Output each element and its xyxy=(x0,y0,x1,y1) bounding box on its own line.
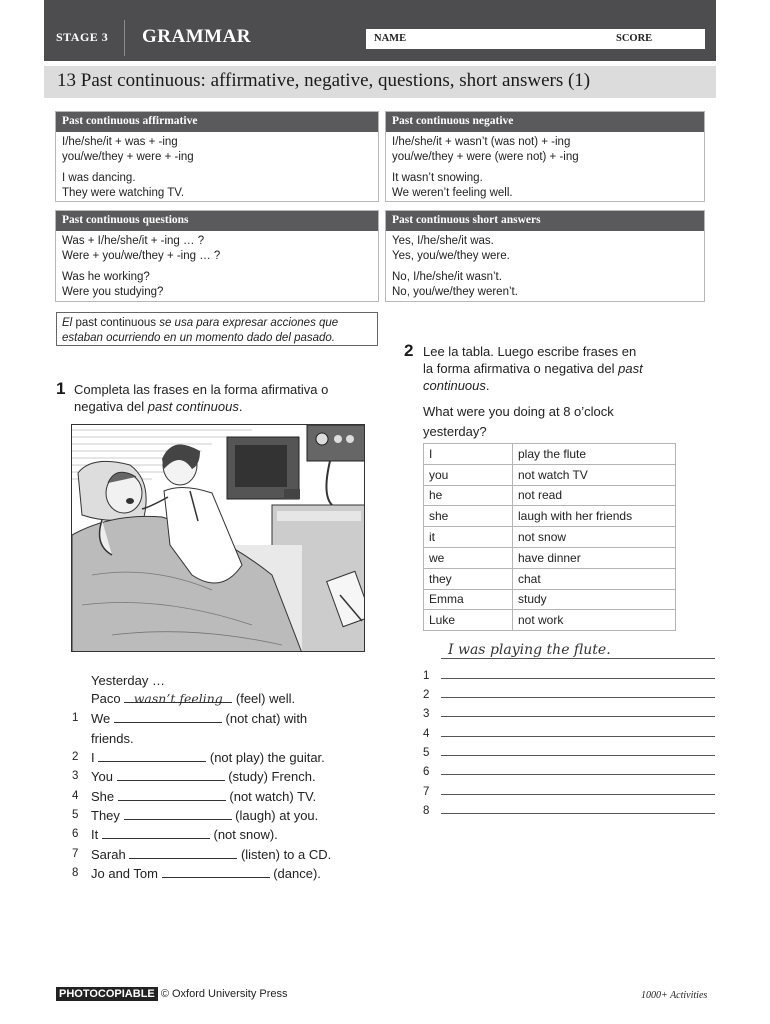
header-divider xyxy=(124,20,125,56)
score-label: SCORE xyxy=(616,33,653,44)
page-title: 13 Past continuous: affirmative, negative, questions, short answers (1) xyxy=(57,70,591,91)
illustration-svg xyxy=(72,425,365,652)
table-cell-activity: have dinner xyxy=(513,547,676,568)
line-number: 2 xyxy=(423,689,430,701)
short-answers-rule: Yes, I/he/she/it was. xyxy=(392,235,494,247)
affirmative-rule: you/we/they + were + -ing xyxy=(62,151,194,163)
example-line xyxy=(441,658,715,659)
exercise1-example xyxy=(91,691,295,706)
answer-blank[interactable] xyxy=(124,808,232,820)
answer-blank[interactable] xyxy=(102,827,210,839)
photocopiable-badge: PHOTOCOPIABLE xyxy=(56,987,158,1001)
table-row xyxy=(424,464,676,485)
item-number: 3 xyxy=(72,770,79,782)
item-prefix: Jo and Tom xyxy=(91,866,158,881)
name-score-field[interactable] xyxy=(366,29,705,49)
item-prefix: It xyxy=(91,827,99,842)
table-row xyxy=(424,527,676,548)
questions-example: Were you studying? xyxy=(62,286,164,298)
example-blank xyxy=(124,691,232,706)
exercise2-number: 2 xyxy=(404,341,414,360)
instruction-term: past xyxy=(618,361,643,376)
item-prefix: You xyxy=(91,769,113,784)
writing-line[interactable] xyxy=(441,736,715,737)
exercise2-question xyxy=(423,402,614,442)
negative-rule: I/he/she/it + wasn’t (was not) + -ing xyxy=(392,136,571,148)
table-cell-subject: I xyxy=(424,444,513,465)
table-cell-subject: she xyxy=(424,506,513,527)
affirmative-example: I was dancing. xyxy=(62,172,136,184)
item-number: 7 xyxy=(72,848,79,860)
exercise1-item xyxy=(72,789,316,804)
questions-rule: Was + I/he/she/it + -ing … ? xyxy=(62,235,205,247)
instruction-line: negativa del xyxy=(74,399,145,414)
answer-blank[interactable] xyxy=(162,866,270,878)
question-line: yesterday? xyxy=(423,424,487,439)
exercise1-item xyxy=(72,808,318,823)
writing-line[interactable] xyxy=(441,755,715,756)
exercise1-instruction xyxy=(74,381,374,415)
table-cell-subject: they xyxy=(424,568,513,589)
name-label: NAME xyxy=(374,33,407,44)
line-number: 5 xyxy=(423,747,430,759)
questions-heading: Past continuous questions xyxy=(56,211,378,231)
note-text: se usa para expresar acciones que xyxy=(159,317,339,329)
item-suffix: (dance). xyxy=(273,866,321,881)
writing-line[interactable] xyxy=(441,794,715,795)
stage-label: STAGE 3 xyxy=(56,30,109,44)
item-prefix: She xyxy=(91,789,115,804)
short-answers-rule: Yes, you/we/they were. xyxy=(392,250,510,262)
negative-heading: Past continuous negative xyxy=(386,112,704,132)
answer-blank[interactable] xyxy=(118,789,226,801)
table-cell-activity: laugh with her friends xyxy=(513,506,676,527)
item-prefix: They xyxy=(91,808,120,823)
table-cell-subject: you xyxy=(424,464,513,485)
item-prefix: I xyxy=(91,750,95,765)
table-cell-activity: not read xyxy=(513,485,676,506)
short-answers-example: No, you/we/they weren’t. xyxy=(392,286,518,298)
example-tail: (feel) well. xyxy=(235,691,296,706)
exercise1-intro: Yesterday … xyxy=(91,673,165,688)
publisher: © Oxford University Press xyxy=(160,988,288,1000)
writing-line[interactable] xyxy=(441,813,715,814)
negative-example: We weren’t feeling well. xyxy=(392,187,513,199)
exercise1-item xyxy=(72,866,321,881)
instruction-line: la forma afirmativa o negativa del xyxy=(423,361,615,376)
table-cell-subject: Emma xyxy=(424,589,513,610)
instruction-punct: . xyxy=(485,378,490,393)
instruction-line: Completa las frases en la forma afirmativa o xyxy=(74,382,329,397)
line-number: 1 xyxy=(423,670,430,682)
instruction-term: past continuous xyxy=(147,399,239,414)
table-cell-activity: not snow xyxy=(513,527,676,548)
table-row xyxy=(424,589,676,610)
item-prefix: Sarah xyxy=(91,847,126,862)
doctor-patient-illustration xyxy=(71,424,365,652)
answer-blank[interactable] xyxy=(114,711,222,723)
section-title: GRAMMAR xyxy=(142,26,252,47)
writing-line[interactable] xyxy=(441,678,715,679)
item-suffix: (not watch) TV. xyxy=(229,789,317,804)
answer-blank[interactable] xyxy=(117,769,225,781)
item-number: 6 xyxy=(72,828,79,840)
item-prefix: We xyxy=(91,711,111,726)
item-suffix: (listen) to a CD. xyxy=(240,847,332,862)
example-answer: wasn’t feeling xyxy=(133,691,223,706)
table-cell-activity: not watch TV xyxy=(513,464,676,485)
exercise1-number: 1 xyxy=(56,379,66,398)
item-suffix: (not snow). xyxy=(213,827,278,842)
table-cell-activity: study xyxy=(513,589,676,610)
instruction-term: continuous xyxy=(423,378,486,393)
item-suffix: (study) French. xyxy=(228,769,316,784)
negative-box xyxy=(385,111,705,202)
table-row xyxy=(424,547,676,568)
line-number: 7 xyxy=(423,786,430,798)
table-row xyxy=(424,610,676,631)
table-cell-subject: Luke xyxy=(424,610,513,631)
exercise2-example-answer: I was playing the flute. xyxy=(448,642,611,658)
table-cell-subject: it xyxy=(424,527,513,548)
table-cell-activity: chat xyxy=(513,568,676,589)
exercise2-instruction xyxy=(423,343,713,394)
title-bar xyxy=(44,66,716,98)
item-number: 4 xyxy=(72,790,79,802)
questions-rule: Were + you/we/they + -ing … ? xyxy=(62,250,221,262)
table-cell-activity: not work xyxy=(513,610,676,631)
questions-box xyxy=(55,210,379,302)
item-number: 2 xyxy=(72,751,79,763)
table-row xyxy=(424,568,676,589)
writing-line[interactable] xyxy=(441,716,715,717)
item-number: 8 xyxy=(72,867,79,879)
line-number: 4 xyxy=(423,728,430,740)
item-suffix: (not play) the guitar. xyxy=(209,750,325,765)
table-row xyxy=(424,444,676,465)
example-subject: Paco xyxy=(91,691,121,706)
table-row xyxy=(424,506,676,527)
item-number: 1 xyxy=(72,712,79,724)
writing-line[interactable] xyxy=(441,697,715,698)
exercise1-item xyxy=(72,711,307,726)
note-text: El xyxy=(62,317,73,329)
note-text: estaban ocurriendo en un momento dado del pasado. xyxy=(62,332,336,344)
line-number: 3 xyxy=(423,708,430,720)
exercise1-item xyxy=(72,827,278,842)
note-term: past continuous xyxy=(75,317,156,329)
instruction-punct: . xyxy=(238,399,243,414)
footer-left xyxy=(56,988,288,1000)
negative-example: It wasn’t snowing. xyxy=(392,172,483,184)
writing-line[interactable] xyxy=(441,774,715,775)
footer-activities: 1000+ Activities xyxy=(641,990,708,1001)
table-cell-activity: play the flute xyxy=(513,444,676,465)
affirmative-box xyxy=(55,111,379,202)
item-suffix: (laugh) at you. xyxy=(235,808,319,823)
affirmative-example: They were watching TV. xyxy=(62,187,185,199)
instruction-line: Lee la tabla. Luego escribe frases en xyxy=(423,344,637,359)
answer-blank[interactable] xyxy=(98,750,206,762)
usage-note xyxy=(56,312,378,346)
line-number: 8 xyxy=(423,805,430,817)
item-number: 5 xyxy=(72,809,79,821)
affirmative-rule: I/he/she/it + was + -ing xyxy=(62,136,178,148)
line-number: 6 xyxy=(423,766,430,778)
table-cell-subject: he xyxy=(424,485,513,506)
questions-example: Was he working? xyxy=(62,271,150,283)
short-answers-heading: Past continuous short answers xyxy=(386,211,704,231)
short-answers-example: No, I/he/she/it wasn’t. xyxy=(392,271,502,283)
table-cell-subject: we xyxy=(424,547,513,568)
exercise1-item-continued: friends. xyxy=(91,731,134,746)
table-row xyxy=(424,485,676,506)
item-suffix: (not chat) with xyxy=(225,711,308,726)
affirmative-heading: Past continuous affirmative xyxy=(56,112,378,132)
exercise1-item xyxy=(72,769,316,784)
exercise1-item xyxy=(72,750,325,765)
negative-rule: you/we/they + were (were not) + -ing xyxy=(392,151,579,163)
activities-table xyxy=(423,443,676,631)
exercise1-item xyxy=(72,847,331,862)
short-answers-box xyxy=(385,210,705,302)
question-line: What were you doing at 8 o’clock xyxy=(423,404,614,419)
answer-blank[interactable] xyxy=(129,847,237,859)
